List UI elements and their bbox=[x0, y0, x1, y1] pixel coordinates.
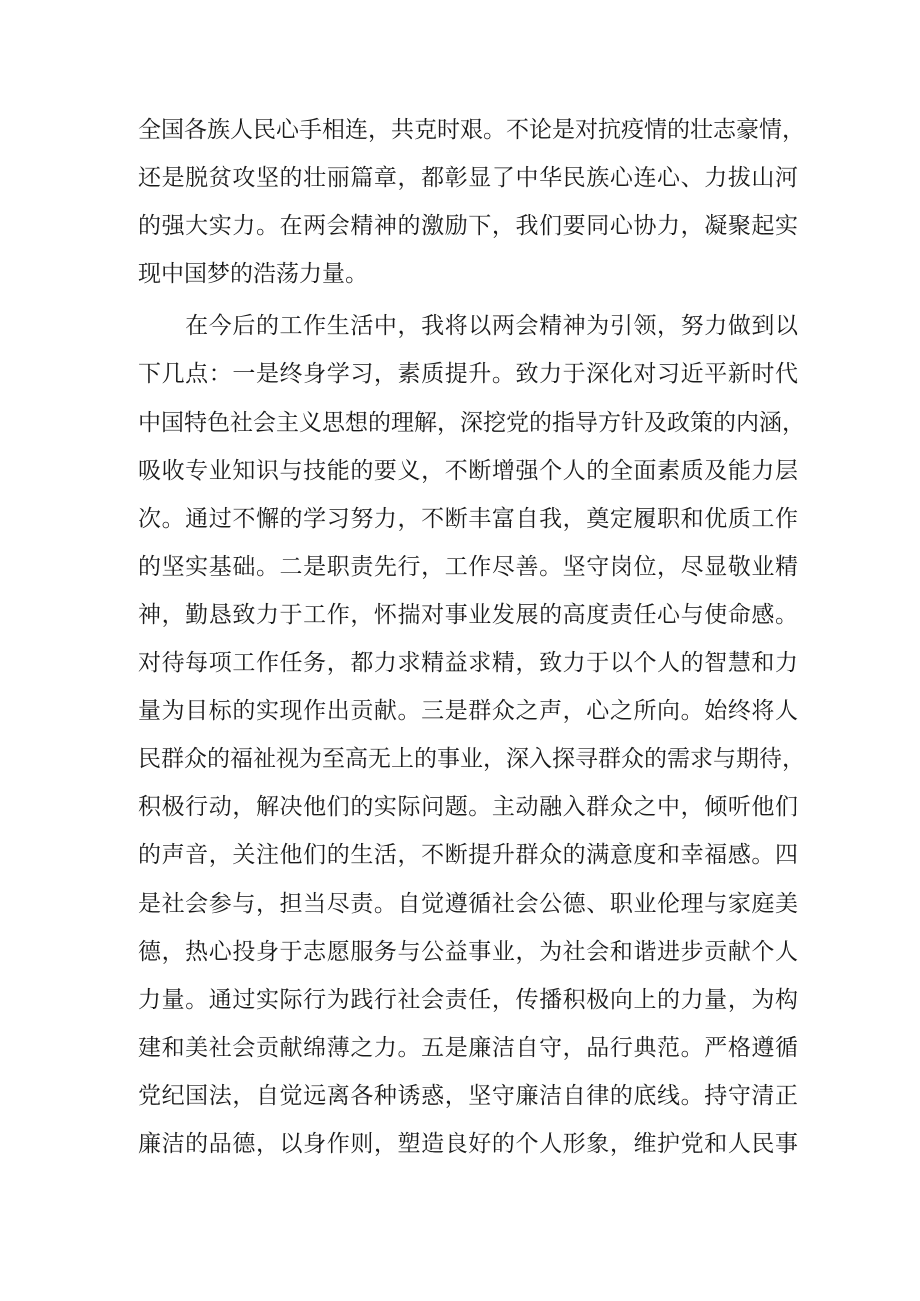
text-line: 量为目标的实现作出贡献。三是群众之声，心之所向。始终将人 bbox=[138, 698, 798, 725]
text-line: 的强大实力。在两会精神的激励下，我们要同心协力，凝聚起实 bbox=[138, 213, 798, 240]
text-line: 对待每项工作任务，都力求精益求精，致力于以个人的智慧和力 bbox=[138, 650, 798, 677]
text-line: 的坚实基础。二是职责先行，工作尽善。坚守岗位，尽显敬业精 bbox=[138, 553, 798, 580]
text-line: 党纪国法，自觉远离各种诱惑，坚守廉洁自律的底线。持守清正 bbox=[138, 1082, 798, 1109]
text-line: 全国各族人民心手相连，共克时艰。不论是对抗疫情的壮志豪情， bbox=[138, 117, 805, 143]
text-line: 神，勤恳致力于工作，怀揣对事业发展的高度责任心与使命感。 bbox=[138, 601, 798, 628]
text-line: 廉洁的品德，以身作则，塑造良好的个人形象，维护党和人民事 bbox=[138, 1130, 798, 1157]
text-line: 是社会参与，担当尽责。自觉遵循社会公德、职业伦理与家庭美 bbox=[138, 890, 798, 917]
text-line: 建和美社会贡献绵薄之力。五是廉洁自守，品行典范。严格遵循 bbox=[138, 1034, 798, 1061]
text-line: 下几点：一是终身学习，素质提升。致力于深化对习近平新时代 bbox=[138, 361, 798, 388]
text-line: 的声音，关注他们的生活，不断提升群众的满意度和幸福感。四 bbox=[138, 842, 798, 869]
text-line: 现中国梦的浩荡力量。 bbox=[138, 261, 368, 288]
text-line: 吸收专业知识与技能的要义，不断增强个人的全面素质及能力层 bbox=[138, 457, 798, 484]
body-text bbox=[138, 106, 805, 1216]
paragraph-1 bbox=[138, 106, 805, 298]
text-line: 还是脱贫攻坚的壮丽篇章，都彰显了中华民族心连心、力拔山河 bbox=[138, 165, 798, 192]
text-line: 积极行动，解决他们的实际问题。主动融入群众之中，倾听他们 bbox=[138, 794, 798, 821]
text-line: 中国特色社会主义思想的理解，深挖党的指导方针及政策的内涵， bbox=[138, 409, 805, 436]
text-line: 在今后的工作生活中，我将以两会精神为引领，努力做到以 bbox=[138, 313, 798, 340]
text-line bbox=[138, 1168, 798, 1216]
text-line: 力量。通过实际行为践行社会责任，传播积极向上的力量，为构 bbox=[138, 986, 798, 1013]
text-line: 民群众的福祉视为至高无上的事业，深入探寻群众的需求与期待， bbox=[138, 746, 805, 773]
text-line: 次。通过不懈的学习努力，不断丰富自我，奠定履职和优质工作 bbox=[138, 505, 798, 532]
text-line: 德，热心投身于志愿服务与公益事业，为社会和谐进步贡献个人 bbox=[138, 938, 798, 965]
paragraph-2 bbox=[138, 302, 805, 1216]
